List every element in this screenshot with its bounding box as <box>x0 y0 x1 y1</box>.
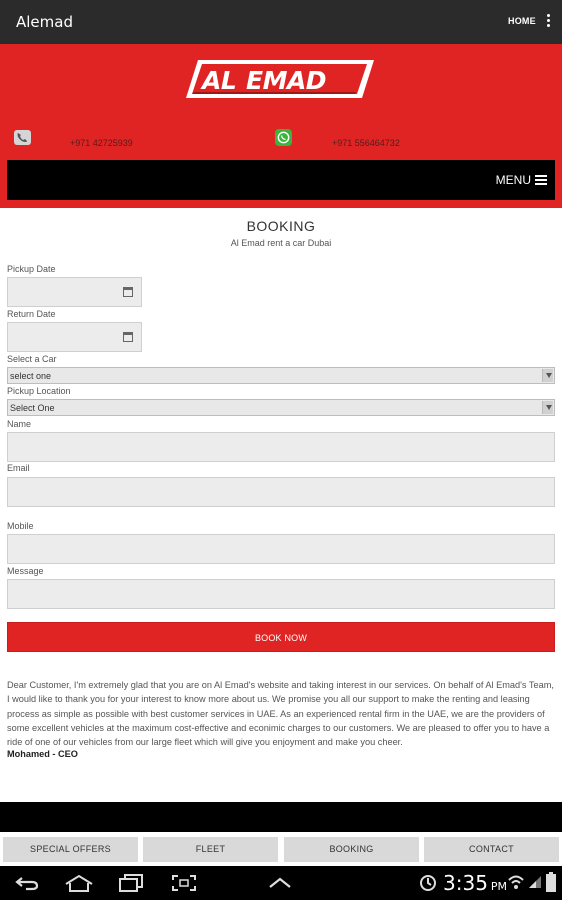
footer-bar <box>0 802 562 832</box>
phone-number[interactable]: +971 42725939 <box>70 138 133 148</box>
name-label: Name <box>7 419 32 429</box>
clock-ampm: PM <box>490 880 508 893</box>
chevron-up-icon[interactable] <box>268 877 292 889</box>
signal-icon <box>528 875 542 889</box>
sync-icon <box>419 874 437 892</box>
nav-contact[interactable]: CONTACT <box>424 837 559 862</box>
home-link[interactable]: HOME <box>508 16 536 26</box>
clock-time: 3:35 <box>443 871 488 895</box>
pickup-date-label: Pickup Date <box>7 264 56 274</box>
recent-apps-icon[interactable] <box>118 874 144 892</box>
whatsapp-number[interactable]: +971 556464732 <box>332 138 400 148</box>
ceo-message: Dear Customer, I'm extremely glad that you are on Al Emad's website and taking interest in our services. On behalf of Al Emad's Team, I would like to thank you for your interest to know more about us. We promise you all our support to make the renting and leasing process as simple as possible with best customer services in UAE. As an experienced rental firm in the UAE, we are the providers of some excellent vehicles at the maximum cost-effective and econimic charges to our customers. We are pleased to offer you to have a ride of one of our vehicles from our large fleet which will give you enjoyment and make you cheer. <box>7 680 554 748</box>
overflow-menu-icon[interactable] <box>544 14 552 32</box>
hamburger-icon <box>535 175 547 185</box>
name-input[interactable] <box>7 432 555 462</box>
mobile-label: Mobile <box>7 521 34 531</box>
back-icon[interactable] <box>14 874 40 892</box>
dropdown-arrow-icon <box>542 369 553 382</box>
calendar-icon[interactable] <box>123 332 133 342</box>
clock <box>443 871 507 895</box>
email-input[interactable] <box>7 477 555 507</box>
nav-booking[interactable]: BOOKING <box>284 837 419 862</box>
select-car-label: Select a Car <box>7 354 57 364</box>
select-car-value: select one <box>10 371 52 381</box>
wifi-icon <box>507 873 525 891</box>
pickup-location-dropdown[interactable] <box>7 399 555 416</box>
home-icon[interactable] <box>64 874 94 892</box>
message-label: Message <box>7 566 44 576</box>
menu-label: MENU <box>495 173 531 187</box>
pickup-date-input[interactable] <box>7 277 142 307</box>
calendar-icon[interactable] <box>123 287 133 297</box>
battery-icon <box>546 872 556 892</box>
return-date-input[interactable] <box>7 322 142 352</box>
svg-text:AL: AL <box>202 66 237 95</box>
screenshot-icon[interactable] <box>171 874 197 892</box>
dropdown-arrow-icon <box>542 401 553 414</box>
message-input[interactable] <box>7 579 555 609</box>
pickup-location-value: Select One <box>10 403 55 413</box>
mobile-input[interactable] <box>7 534 555 564</box>
booking-subtitle: Al Emad rent a car Dubai <box>230 238 332 248</box>
nav-special-offers[interactable]: SPECIAL OFFERS <box>3 837 138 862</box>
select-car-dropdown[interactable] <box>7 367 555 384</box>
email-label: Email <box>7 463 30 473</box>
pickup-location-label: Pickup Location <box>7 386 71 396</box>
booking-title: BOOKING <box>246 218 316 234</box>
app-title: Alemad <box>16 13 73 31</box>
whatsapp-icon[interactable] <box>275 129 292 146</box>
nav-menu-bar <box>7 160 555 200</box>
system-nav-bar <box>0 866 562 900</box>
menu-button[interactable] <box>496 173 547 187</box>
phone-icon[interactable] <box>14 130 31 145</box>
svg-text:EMAD: EMAD <box>246 66 327 95</box>
return-date-label: Return Date <box>7 309 56 319</box>
bottom-nav <box>0 832 562 866</box>
action-bar <box>0 0 562 44</box>
al-emad-logo[interactable] <box>184 56 376 102</box>
ceo-signature: Mohamed - CEO <box>7 749 78 759</box>
site-header <box>0 44 562 208</box>
book-now-button[interactable]: BOOK NOW <box>7 622 555 652</box>
nav-fleet[interactable]: FLEET <box>143 837 278 862</box>
